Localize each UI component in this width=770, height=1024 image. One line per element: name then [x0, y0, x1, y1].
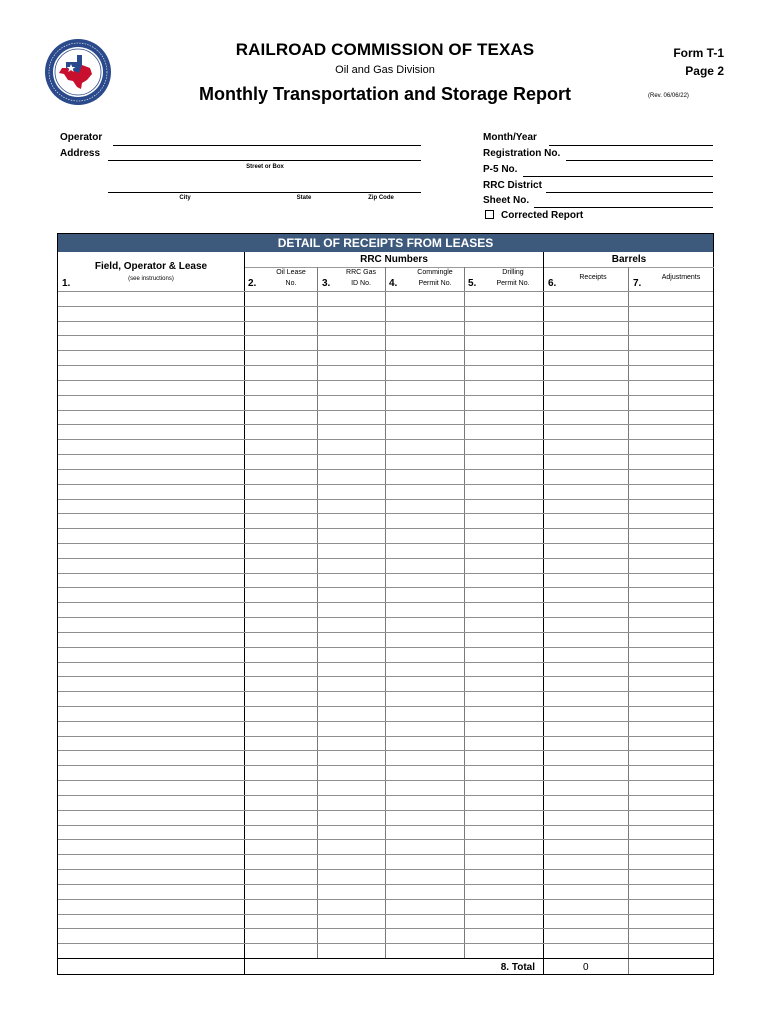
barrels-group: Barrels — [611, 254, 647, 265]
col-field-sub: (see instructions) — [128, 276, 174, 282]
col-divider — [244, 252, 245, 974]
table-row[interactable] — [58, 750, 713, 751]
table-row[interactable] — [58, 439, 713, 440]
col6-label: Receipts — [579, 274, 607, 281]
col7-number: 7. — [633, 278, 642, 289]
table-row[interactable] — [58, 424, 713, 425]
page-number: Page 2 — [685, 64, 724, 78]
table-row[interactable] — [58, 884, 713, 885]
organization-name: RAILROAD COMMISSION OF TEXAS — [235, 40, 535, 59]
state-caption: State — [296, 195, 312, 201]
table-row[interactable] — [58, 380, 713, 381]
table-row[interactable] — [58, 306, 713, 307]
group-divider — [245, 267, 714, 268]
registration-field[interactable] — [566, 160, 713, 161]
table-row[interactable] — [58, 810, 713, 811]
month-year-label: Month/Year — [483, 132, 537, 143]
table-row[interactable] — [58, 587, 713, 588]
zip-caption: Zip Code — [368, 195, 394, 201]
col-field-label: Field, Operator & Lease — [94, 261, 208, 272]
address-city-state-zip-field[interactable] — [108, 192, 421, 193]
col1-number: 1. — [62, 278, 71, 289]
table-row[interactable] — [58, 469, 713, 470]
table-row[interactable] — [58, 854, 713, 855]
rrc-numbers-group: RRC Numbers — [360, 254, 428, 265]
table-section-title: DETAIL OF RECEIPTS FROM LEASES — [58, 234, 713, 252]
table-row[interactable] — [58, 736, 713, 737]
col2-label-2: No. — [285, 280, 297, 287]
total-value: 0 — [583, 962, 589, 973]
col4-label-2: Permit No. — [418, 280, 452, 287]
col4-number: 4. — [389, 278, 398, 289]
table-row[interactable] — [58, 528, 713, 529]
table-row[interactable] — [58, 721, 713, 722]
corrected-report-label: Corrected Report — [501, 210, 584, 221]
operator-label: Operator — [60, 132, 103, 143]
col4-label-1: Commingle — [417, 269, 453, 276]
registration-label: Registration No. — [483, 148, 561, 159]
table-row[interactable] — [58, 410, 713, 411]
table-row[interactable] — [58, 632, 713, 633]
table-row[interactable] — [58, 543, 713, 544]
table-row[interactable] — [58, 869, 713, 870]
texas-seal-logo — [44, 38, 112, 106]
table-row[interactable] — [58, 335, 713, 336]
table-row[interactable] — [58, 454, 713, 455]
table-row[interactable] — [58, 484, 713, 485]
report-title: Monthly Transportation and Storage Report — [198, 84, 571, 104]
table-row[interactable] — [58, 647, 713, 648]
table-row[interactable] — [58, 662, 713, 663]
table-row[interactable] — [58, 914, 713, 915]
table-row[interactable] — [58, 617, 713, 618]
col5-label-1: Drilling — [502, 269, 524, 276]
table-row[interactable] — [58, 558, 713, 559]
table-row[interactable] — [58, 395, 713, 396]
table-row[interactable] — [58, 350, 713, 351]
col3-number: 3. — [322, 278, 331, 289]
table-row[interactable] — [58, 573, 713, 574]
table-row[interactable] — [58, 321, 713, 322]
address-street-field[interactable] — [108, 160, 421, 161]
operator-field[interactable] — [113, 145, 421, 146]
table-row[interactable] — [58, 513, 713, 514]
col7-label: Adjustments — [661, 274, 701, 281]
table-row[interactable] — [58, 706, 713, 707]
receipts-table — [57, 233, 714, 975]
revision-date: (Rev. 06/06/22) — [648, 93, 689, 99]
table-row[interactable] — [58, 365, 713, 366]
col5-label-2: Permit No. — [496, 280, 530, 287]
col5-number: 5. — [468, 278, 477, 289]
table-row[interactable] — [58, 825, 713, 826]
city-caption: City — [179, 195, 191, 201]
p5-field[interactable] — [523, 176, 713, 177]
table-row[interactable] — [58, 795, 713, 796]
sheet-field[interactable] — [534, 207, 713, 208]
table-row[interactable] — [58, 839, 713, 840]
col2-label-1: Oil Lease — [276, 269, 306, 276]
table-row[interactable] — [58, 499, 713, 500]
table-row[interactable] — [58, 765, 713, 766]
total-divider — [58, 958, 713, 959]
table-row[interactable] — [58, 780, 713, 781]
table-row[interactable] — [58, 676, 713, 677]
division-name: Oil and Gas Division — [335, 64, 435, 76]
col6-number: 6. — [548, 278, 557, 289]
total-label: 8. Total — [500, 962, 535, 973]
col2-number: 2. — [248, 278, 257, 289]
col3-label-1: RRC Gas — [346, 269, 376, 276]
street-caption: Street or Box — [246, 164, 284, 170]
p5-label: P-5 No. — [483, 164, 518, 175]
corrected-report-checkbox[interactable] — [485, 210, 494, 219]
table-row[interactable] — [58, 928, 713, 929]
rrc-district-label: RRC District — [483, 180, 542, 191]
table-row[interactable] — [58, 943, 713, 944]
table-row[interactable] — [58, 899, 713, 900]
address-label: Address — [60, 148, 101, 159]
table-row[interactable] — [58, 691, 713, 692]
col-divider — [628, 267, 629, 974]
rrc-district-field[interactable] — [546, 192, 713, 193]
form-id: Form T-1 — [673, 46, 724, 60]
table-row[interactable] — [58, 291, 713, 292]
sheet-label: Sheet No. — [483, 195, 530, 206]
col3-label-2: ID No. — [351, 280, 371, 287]
month-year-field[interactable] — [549, 145, 713, 146]
col-divider — [543, 252, 544, 974]
table-row[interactable] — [58, 602, 713, 603]
